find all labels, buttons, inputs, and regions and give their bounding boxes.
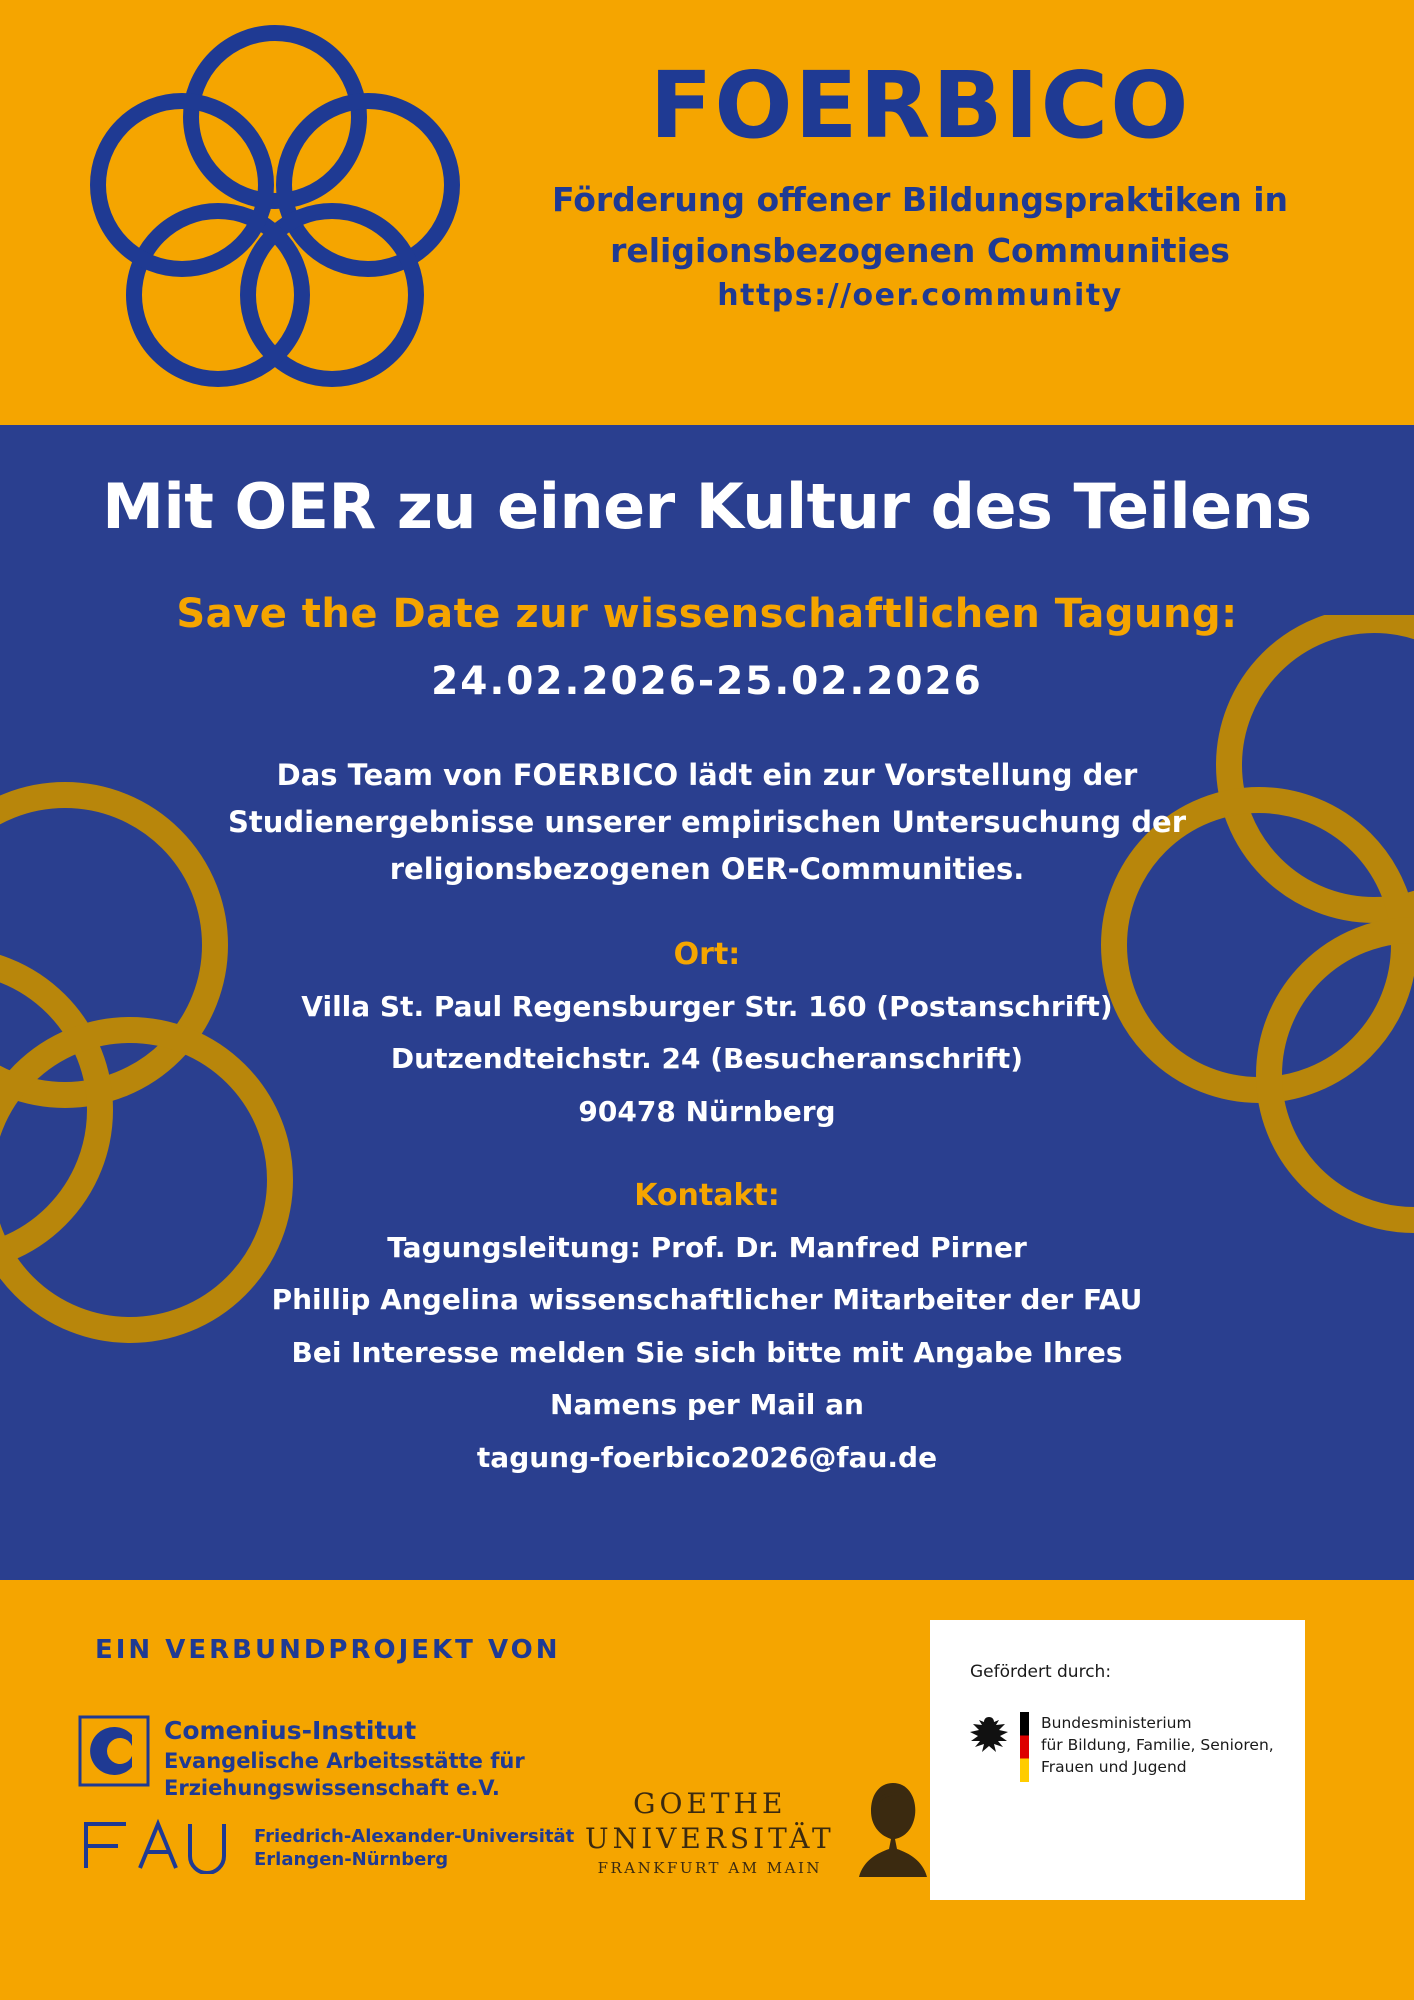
partner-logo-fau (78, 1818, 574, 1878)
main-content (0, 470, 1414, 1479)
location-line-1: Villa St. Paul Regensburger Str. 160 (Postanschrift) (301, 989, 1113, 1023)
location-line-2: Dutzendteichstr. 24 (Besucheranschrift) (390, 1042, 1024, 1076)
comenius-line-2: Evangelische Arbeitsstätte für (164, 1748, 525, 1773)
intro-line-2: Studienergebnisse unserer empirischen Untersuchung der (227, 804, 1186, 839)
funded-by-label: Gefördert durch: (970, 1662, 1112, 1682)
contact-label: Kontakt: (634, 1177, 780, 1213)
contact-line-2: Phillip Angelina wissenschaftlicher Mitarbeiter der FAU (271, 1283, 1143, 1317)
comenius-line-3: Erziehungswissenschaft e.V. (164, 1775, 500, 1800)
bmbf-line-1: Bundesministerium (1041, 1714, 1192, 1732)
german-flag-icon (1020, 1712, 1029, 1782)
contact-line-1: Tagungsleitung: Prof. Dr. Manfred Pirner (387, 1230, 1027, 1264)
location-label: Ort: (673, 936, 741, 972)
fau-wordmark-logo (78, 1818, 238, 1878)
poster-footer (0, 1580, 1414, 2000)
partners-label: EIN VERBUNDPROJEKT VON (95, 1635, 561, 1665)
header-text-block (470, 52, 1370, 314)
poster-body (0, 425, 1414, 1580)
contact-email[interactable]: tagung-foerbico2026@fau.de (476, 1440, 938, 1474)
goethe-line-3: FRANKFURT AM MAIN (597, 1859, 823, 1878)
five-circle-flower-logo (85, 25, 465, 405)
comenius-c-logo (78, 1715, 150, 1791)
intro-line-1: Das Team von FOERBICO lädt ein zur Vorstellung der (276, 758, 1138, 792)
intro-line-3: religionsbezogenen OER-Communities. (389, 851, 1025, 886)
goethe-line-1: GOETHE (633, 1787, 787, 1821)
bmbf-line-2: für Bildung, Familie, Senioren, (1041, 1736, 1274, 1754)
comenius-line-1: Comenius-Institut (164, 1716, 417, 1745)
bmbf-line-3: Frauen und Jugend (1041, 1758, 1187, 1776)
partner-logo-comenius (78, 1715, 525, 1802)
contact-line-3: Bei Interesse melden Sie sich bitte mit Angabe Ihres (291, 1335, 1123, 1369)
contact-line-4: Namens per Mail an (550, 1388, 864, 1422)
goethe-line-2: UNIVERSITÄT (585, 1822, 835, 1856)
location-line-3: 90478 Nürnberg (578, 1095, 836, 1128)
fau-line-1: Friedrich-Alexander-Universität (254, 1825, 575, 1847)
event-dates: 24.02.2026-25.02.2026 (431, 659, 983, 704)
brand-subtitle-line2: religionsbezogenen Communities (610, 231, 1230, 271)
event-headline: Mit OER zu einer Kultur des Teilens (102, 470, 1312, 543)
save-the-date-label: Save the Date zur wissenschaftlichen Tagung: (176, 591, 1238, 637)
page-title: FOERBICO (649, 52, 1191, 159)
fau-line-2: Erlangen-Nürnberg (254, 1849, 449, 1870)
project-url[interactable]: https://oer.community (717, 278, 1123, 314)
intro-paragraph (207, 752, 1207, 893)
brand-subtitle-line1: Förderung offener Bildungspraktiken in (551, 180, 1289, 219)
poster-header (0, 0, 1414, 425)
german-federal-eagle-icon (966, 1712, 1012, 1766)
goethe-portrait-logo (849, 1775, 935, 1889)
partner-logo-goethe (585, 1775, 935, 1889)
funding-box-bmbf (930, 1620, 1305, 1900)
